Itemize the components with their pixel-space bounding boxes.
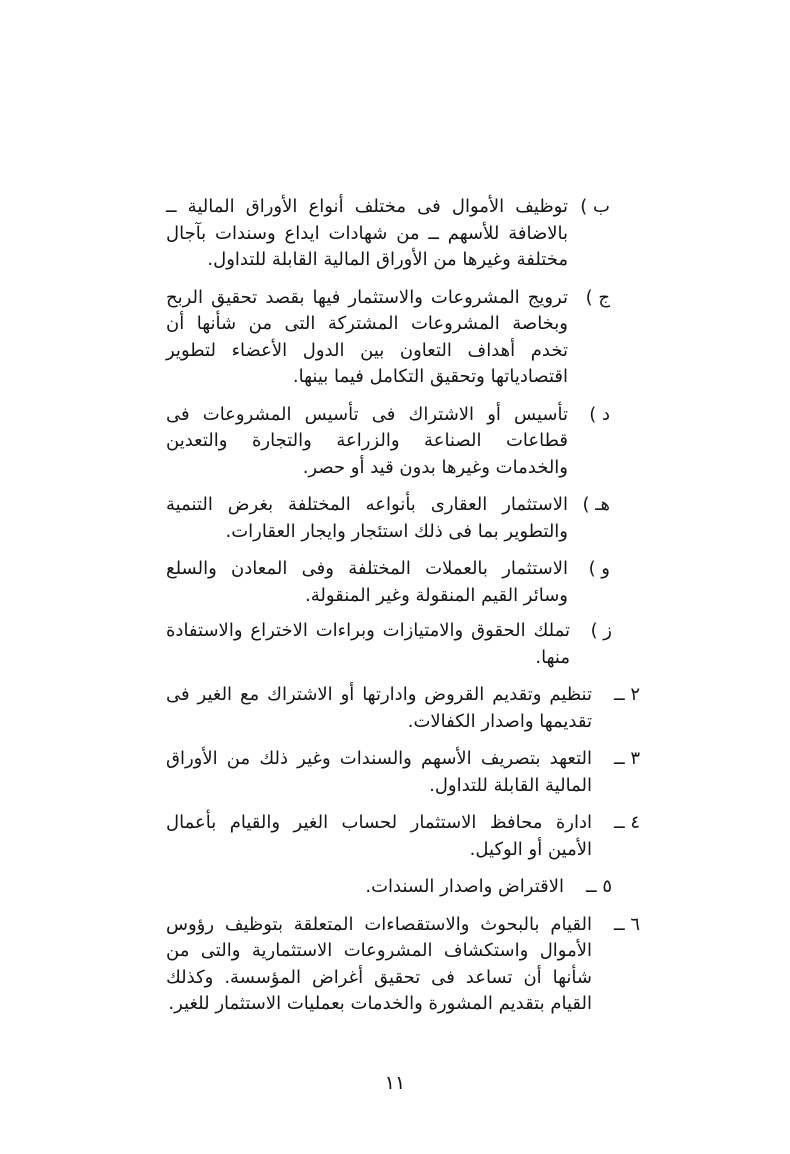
item-marker: ٢ ــ	[614, 684, 640, 705]
list-item-b	[166, 194, 610, 274]
item-text: الاستثمار العقارى بأنواعه المختلفة بغرض التنمية والتطوير بما فى ذلك استئجار وايجار العقارات.	[166, 494, 568, 542]
item-marker: د )	[589, 403, 610, 425]
list-item-3	[166, 746, 640, 799]
item-marker: ٣ ــ	[614, 748, 640, 769]
item-text: توظيف الأموال فى مختلف أنواع الأوراق المالية ــ بالاضافة للأسهم ــ من شهادات ايداع وسندات بآجال مختلفة وغيرها من الأوراق المالية القابلة للتداول.	[166, 196, 568, 270]
item-marker: ز )	[590, 620, 612, 641]
item-text: تملك الحقوق والامتيازات وبراءات الاختراع والاستفادة منها.	[166, 620, 570, 668]
item-marker: ب )	[580, 196, 610, 217]
list-item-w	[166, 556, 610, 609]
item-text: ادارة محافظ الاستثمار لحساب الغير والقيام بأعمال الأمين أو الوكيل.	[166, 812, 592, 860]
item-marker: ج )	[585, 286, 610, 308]
list-item-6	[166, 912, 640, 1018]
item-text: الاستثمار بالعملات المختلفة وفى المعادن والسلع وسائر القيم المنقولة وغير المنقولة.	[166, 558, 568, 606]
item-text: ترويج المشروعات والاستثمار فيها بقصد تحقيق الربح وبخاصة المشروعات المشتركة التى من شأنها أن تخدم أهداف التعاون بين الدول الأعضاء لتطوير اقتصادياتها وتحقيق التكامل فيما بينها.	[166, 286, 568, 387]
item-marker: هـ )	[582, 494, 610, 515]
list-item-4	[166, 810, 640, 863]
item-marker: ٥ ــ	[586, 876, 612, 897]
list-item-h	[166, 492, 610, 545]
list-item-j	[166, 285, 610, 391]
item-marker: و )	[588, 558, 610, 579]
item-text: الاقتراض واصدار السندات.	[365, 876, 564, 897]
item-marker: ٤ ــ	[614, 812, 640, 833]
page-number: ١١	[384, 1072, 406, 1094]
document-body	[166, 194, 640, 1029]
item-text: تأسيس أو الاشتراك فى تأسيس المشروعات فى قطاعات الصناعة والزراعة والتجارة والتعدين والخدمات وغيرها بدون قيد أو حصر.	[166, 403, 568, 478]
item-text: القيام بالبحوث والاستقصاءات المتعلقة بتوظيف رؤوس الأموال واستكشاف المشروعات الاستثمارية والتى من شأنها أن تساعد فى تحقيق أغراض المؤسسة. وكذلك القيام بتقديم المشورة والخدمات بعمليات الاستثمار للغير.	[166, 913, 592, 1014]
list-item-5	[166, 874, 612, 901]
item-text: التعهد بتصريف الأسهم والسندات وغير ذلك من الأوراق المالية القابلة للتداول.	[166, 748, 592, 796]
list-item-d	[166, 402, 610, 482]
list-item-z	[166, 618, 612, 671]
item-text: تنظيم وتقديم القروض وادارتها أو الاشتراك مع الغير فى تقديمها واصدار الكفالات.	[166, 684, 592, 732]
item-marker: ٦ ــ	[614, 913, 640, 935]
list-item-2	[166, 682, 640, 735]
